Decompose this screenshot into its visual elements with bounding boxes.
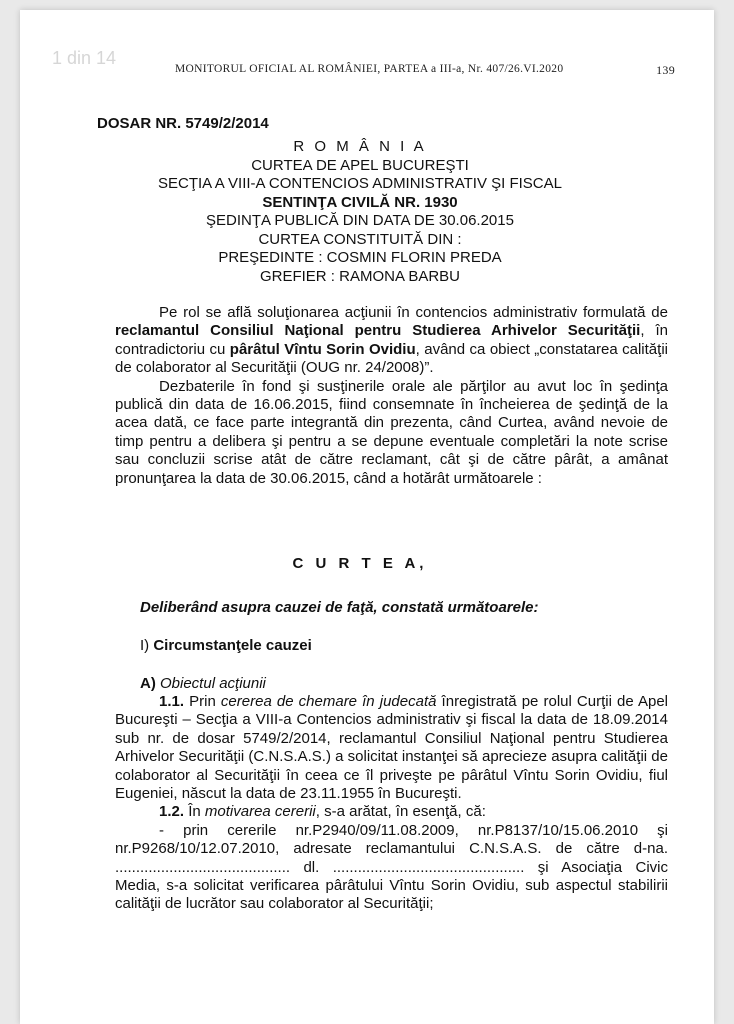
paragraph-1-2-list-item: - prin cererile nr.P2940/09/11.08.2009, nr.P8137/10/15.06.2010 şi nr.P9268/10/12.07.2010, adresate reclamantului C.N.S.A.S. de către d-na. .......................................... dl. .............................................. şi Asociaţia Civic Media, s-a solicitat verificarea pârâtului Vîntu Sorin Ovidiu, sub aspectul stabilirii calităţii de lucrător sau colaborator al Securităţii;	[115, 821, 668, 913]
paragraph-1-2: 1.2. În motivarea cererii, s-a arătat, în esenţă, că:	[159, 803, 486, 821]
clerk-line: GREFIER : RAMONA BARBU	[259, 267, 461, 285]
court-line: CURTEA DE APEL BUCUREŞTI	[251, 156, 469, 174]
page-number: 139	[656, 63, 675, 77]
page-counter-watermark: 1 din 14	[52, 48, 117, 68]
section-heading: I) Circumstanţele cauzei	[140, 637, 312, 654]
country-line: R O M Â N I A	[293, 138, 427, 155]
section-paragraphs	[115, 693, 668, 914]
intro-paragraphs	[115, 304, 668, 488]
court-title: C U R T E A,	[292, 555, 428, 572]
constituted-line: CURTEA CONSTITUITĂ DIN :	[258, 230, 462, 248]
section-line: SECŢIA A VIII-A CONTENCIOS ADMINISTRATIV ŞI FISCAL	[158, 175, 562, 192]
gazette-title: MONITORUL OFICIAL AL ROMÂNIEI, PARTEA a III-a, Nr. 407/26.VI.2020	[175, 63, 564, 75]
document-page	[20, 10, 714, 1024]
deliberation-line: Deliberând asupra cauzei de faţă, constată următoarele:	[140, 599, 539, 616]
president-line: PREŞEDINTE : COSMIN FLORIN PREDA	[218, 249, 502, 266]
sentence-line: SENTINŢA CIVILĂ NR. 1930	[262, 193, 458, 211]
gazette-header	[175, 63, 675, 75]
court-heading	[80, 138, 640, 286]
case-number: DOSAR NR. 5749/2/2014	[97, 115, 269, 132]
paragraph-1: Pe rol se află soluţionarea acţiunii în contencios administrativ formulată de reclamantul Consiliul Naţional pentru Studierea Arhivelor Securităţii, în contradictoriu cu pârâtul Vîntu Sorin Ovidiu, având ca obiect „constatarea calităţii de colaborator al Securităţii (OUG nr. 24/2008)”.	[115, 304, 668, 377]
subsection-heading: A) Obiectul acţiunii	[140, 675, 266, 692]
paragraph-1-1: 1.1. Prin cererea de chemare în judecată înregistrată pe rolul Curţii de Apel Bucureşti – Secţia a VIII-a Contencios administrativ şi fiscal la data de 18.09.2014 sub nr. de dosar 5749/2/2014, reclamantul Consiliul Naţional pentru Studierea Arhivelor Securităţii (C.N.S.A.S.) a solicitat instanţei să aprecieze asupra calităţii de colaborator al Securităţii în ceea ce îl priveşte pe pârâtul Vîntu Sorin Ovidiu, fiul Eugeniei, născut la data de 23.11.1955 în Bucureşti.	[115, 693, 669, 803]
paragraph-2: Dezbaterile în fond şi susţinerile orale ale părţilor au avut loc în şedinţa publică din data de 16.06.2015, fiind consemnate în încheierea de şedinţă de la acea dată, ce face parte integrantă din prezenta, când Curtea, având nevoie de timp pentru a delibera şi pentru a se depune eventuale completări la note scrise sau concluzii scrise atât de către reclamant, cât şi de către pârât, a amânat pronunţarea la data de 30.06.2015, când a hotărât următoarele :	[115, 377, 668, 487]
hearing-line: ŞEDINŢA PUBLICĂ DIN DATA DE 30.06.2015	[206, 212, 514, 229]
